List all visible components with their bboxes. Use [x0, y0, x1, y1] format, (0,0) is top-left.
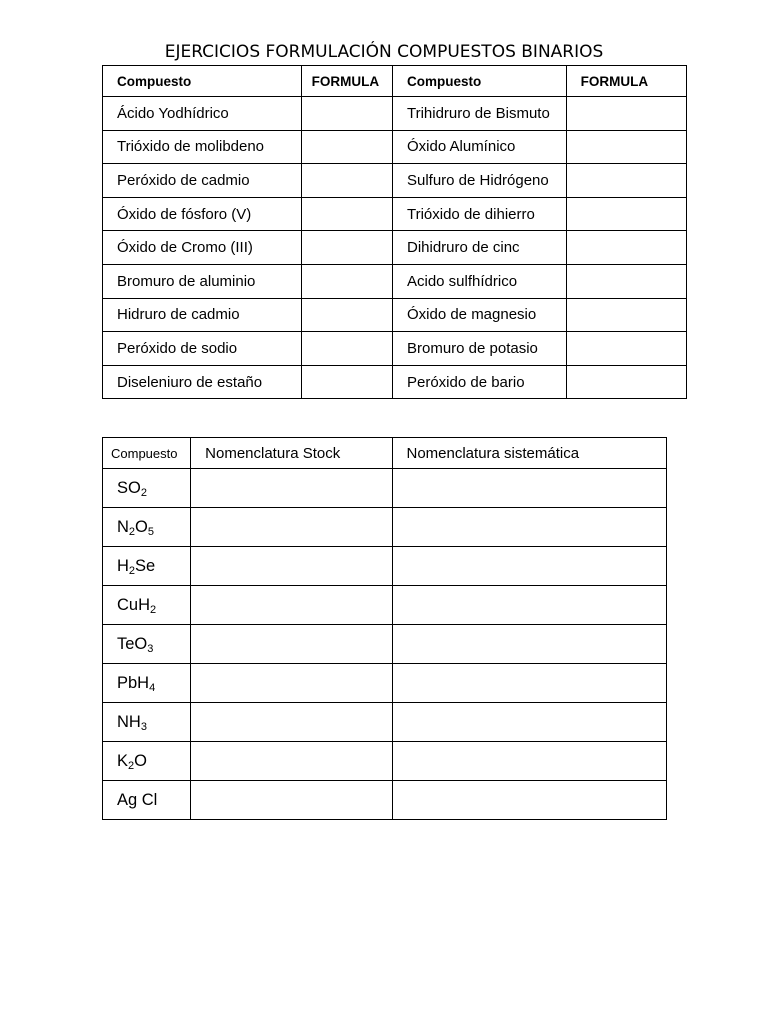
compound-name-left: Ácido Yodhídrico: [103, 97, 302, 131]
stock-name-answer[interactable]: [191, 742, 392, 781]
formula-symbol: H: [117, 556, 129, 575]
table-row: [103, 130, 687, 164]
page-title: EJERCICIOS FORMULACIÓN COMPUESTOS BINARIOS: [164, 42, 604, 62]
formula-answer-left[interactable]: [301, 298, 392, 332]
table-row: [103, 508, 667, 547]
systematic-name-answer[interactable]: [392, 742, 667, 781]
table-row: [103, 298, 687, 332]
table-row: [103, 625, 667, 664]
formula-subscript: 5: [147, 525, 155, 538]
formula-subscript: 2: [128, 564, 136, 577]
formula-answer-right[interactable]: [566, 264, 686, 298]
table-row: [103, 469, 667, 508]
compound-name-left: Trióxido de molibdeno: [103, 130, 302, 164]
formula-subscript: 2: [150, 603, 157, 616]
formula-answer-right[interactable]: [566, 332, 686, 366]
nomenclature-table: [102, 437, 667, 820]
stock-name-answer[interactable]: [191, 703, 392, 742]
stock-name-answer[interactable]: [191, 586, 392, 625]
systematic-name-answer[interactable]: [392, 586, 667, 625]
table-row: [103, 703, 667, 742]
compound-name-left: Óxido de fósforo (V): [103, 197, 302, 231]
header-formula-left: FORMULA: [301, 66, 392, 97]
formula-table: [102, 65, 687, 399]
header-stock: Nomenclatura Stock: [191, 438, 392, 469]
formula-answer-left[interactable]: [301, 97, 392, 131]
formula-answer-right[interactable]: [566, 197, 686, 231]
formula-symbol: SO: [117, 478, 141, 497]
formula-answer-left[interactable]: [301, 164, 392, 198]
table-row: [103, 164, 687, 198]
table-row: [103, 365, 687, 399]
header-formula-right: FORMULA: [566, 66, 686, 97]
stock-name-answer[interactable]: [191, 547, 392, 586]
table-row: [103, 97, 687, 131]
header-compuesto-left: Compuesto: [103, 66, 302, 97]
compound-name-right: Óxido Alumínico: [392, 130, 566, 164]
formula-symbol: TeO: [117, 634, 148, 653]
table-header-row: [103, 66, 687, 97]
compound-name-left: Peróxido de cadmio: [103, 164, 302, 198]
compound-formula: [103, 547, 191, 586]
compound-formula: [103, 508, 191, 547]
formula-symbol: O: [135, 517, 148, 536]
formula-symbol: N: [117, 517, 129, 536]
systematic-name-answer[interactable]: [392, 781, 667, 820]
systematic-name-answer[interactable]: [392, 664, 667, 703]
systematic-name-answer[interactable]: [392, 625, 667, 664]
compound-formula: [103, 781, 191, 820]
stock-name-answer[interactable]: [191, 625, 392, 664]
compound-name-right: Trihidruro de Bismuto: [392, 97, 566, 131]
header-sistematica: Nomenclatura sistemática: [392, 438, 667, 469]
table-row: [103, 197, 687, 231]
compound-name-left: Hidruro de cadmio: [103, 298, 302, 332]
compound-name-right: Dihidruro de cinc: [392, 231, 566, 265]
formula-symbol: O: [134, 751, 147, 770]
table-row: [103, 781, 667, 820]
formula-answer-left[interactable]: [301, 197, 392, 231]
systematic-name-answer[interactable]: [392, 703, 667, 742]
formula-answer-right[interactable]: [566, 365, 686, 399]
compound-name-right: Peróxido de bario: [392, 365, 566, 399]
formula-subscript: 3: [147, 642, 154, 655]
compound-formula: [103, 469, 191, 508]
stock-name-answer[interactable]: [191, 781, 392, 820]
systematic-name-answer[interactable]: [392, 508, 667, 547]
compound-formula: [103, 703, 191, 742]
compound-formula: [103, 664, 191, 703]
table-row: [103, 664, 667, 703]
formula-answer-left[interactable]: [301, 332, 392, 366]
formula-subscript: 3: [140, 720, 147, 733]
formula-answer-right[interactable]: [566, 298, 686, 332]
table-row: [103, 586, 667, 625]
stock-name-answer[interactable]: [191, 664, 392, 703]
table-row: [103, 742, 667, 781]
table-row: [103, 264, 687, 298]
stock-name-answer[interactable]: [191, 469, 392, 508]
table-row: [103, 332, 687, 366]
compound-name-right: Óxido de magnesio: [392, 298, 566, 332]
compound-name-right: Sulfuro de Hidrógeno: [392, 164, 566, 198]
formula-answer-right[interactable]: [566, 164, 686, 198]
formula-symbol: Se: [135, 556, 156, 575]
formula-subscript: 2: [140, 486, 147, 499]
compound-name-left: Peróxido de sodio: [103, 332, 302, 366]
table-header-row: [103, 438, 667, 469]
formula-answer-left[interactable]: [301, 231, 392, 265]
compound-name-left: Bromuro de aluminio: [103, 264, 302, 298]
compound-name-left: Diseleniuro de estaño: [103, 365, 302, 399]
header-compuesto: Compuesto: [103, 438, 191, 469]
formula-subscript: 2: [128, 759, 135, 772]
compound-formula: [103, 586, 191, 625]
formula-symbol: PbH: [117, 673, 150, 692]
table-row: [103, 547, 667, 586]
formula-answer-right[interactable]: [566, 130, 686, 164]
compound-name-right: Trióxido de dihierro: [392, 197, 566, 231]
stock-name-answer[interactable]: [191, 508, 392, 547]
compound-formula: [103, 742, 191, 781]
compound-formula: [103, 625, 191, 664]
compound-name-left: Óxido de Cromo (III): [103, 231, 302, 265]
formula-answer-right[interactable]: [566, 97, 686, 131]
formula-subscript: 2: [128, 525, 136, 538]
formula-answer-left[interactable]: [301, 365, 392, 399]
systematic-name-answer[interactable]: [392, 547, 667, 586]
formula-symbol: K: [117, 751, 129, 770]
formula-answer-left[interactable]: [301, 264, 392, 298]
systematic-name-answer[interactable]: [392, 469, 667, 508]
formula-symbol: CuH: [117, 595, 151, 614]
formula-subscript: 4: [149, 681, 156, 694]
formula-answer-left[interactable]: [301, 130, 392, 164]
header-compuesto-right: Compuesto: [392, 66, 566, 97]
formula-answer-right[interactable]: [566, 231, 686, 265]
table-row: [103, 231, 687, 265]
formula-symbol: NH: [117, 712, 141, 731]
formula-symbol: Ag Cl: [117, 790, 158, 809]
compound-name-right: Bromuro de potasio: [392, 332, 566, 366]
compound-name-right: Acido sulfhídrico: [392, 264, 566, 298]
